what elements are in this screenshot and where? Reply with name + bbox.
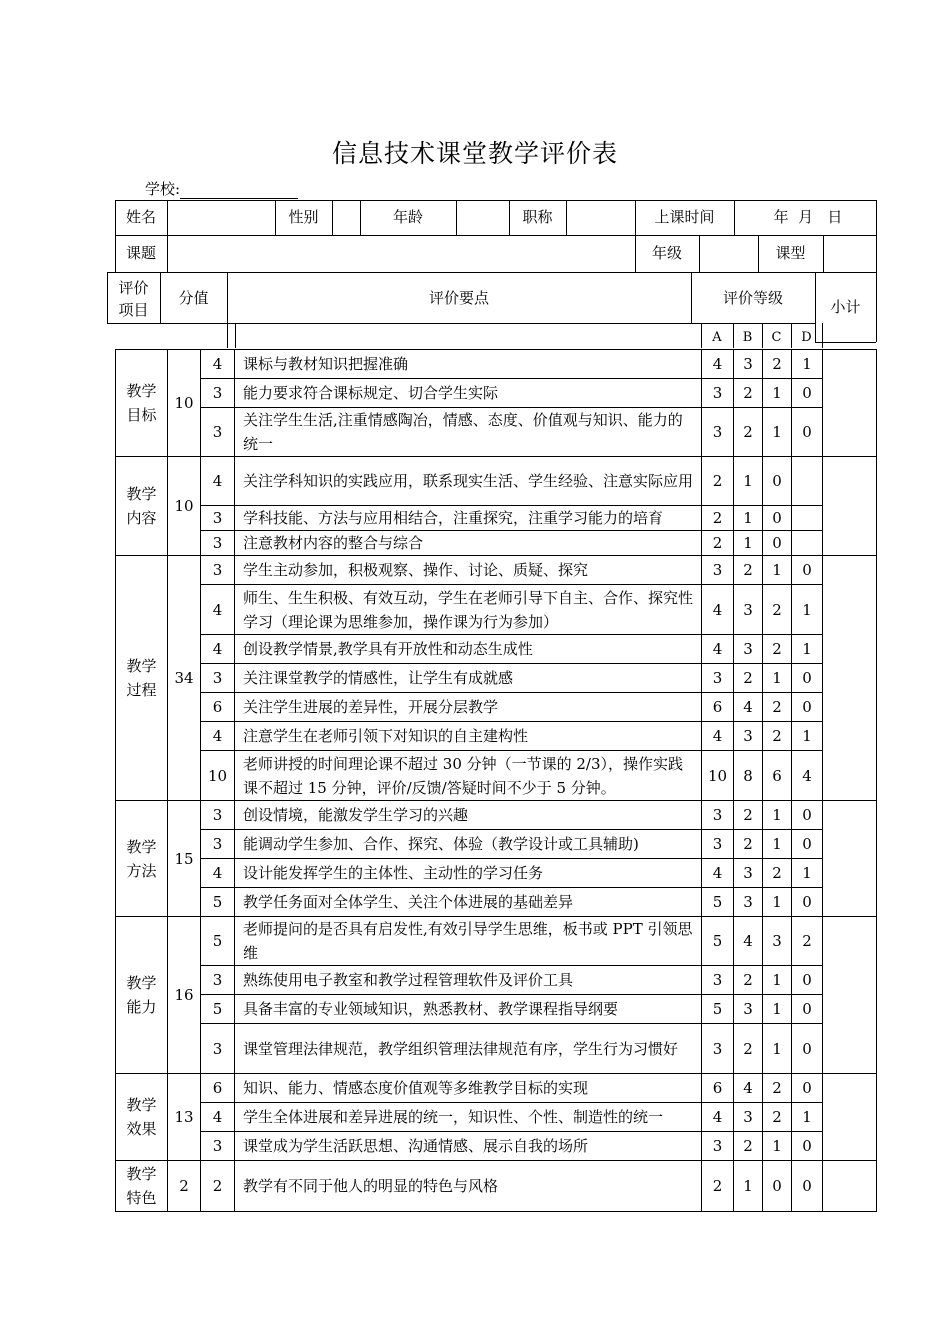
row-criterion: 关注学生生活,注重情感陶冶，情感、态度、价值观与知识、能力的统一 (235, 408, 702, 457)
grade-cell-c[interactable]: 0 (763, 531, 792, 556)
table-row (116, 506, 877, 531)
grade-cell-c[interactable]: 0 (763, 1161, 792, 1212)
grade-cell-a[interactable]: 2 (702, 506, 734, 531)
grade-cell-d[interactable]: 0 (792, 830, 823, 859)
grade-cell-b[interactable]: 3 (734, 859, 763, 888)
grade-cell-d[interactable]: 1 (792, 585, 823, 635)
grade-cell-c[interactable]: 1 (763, 966, 792, 995)
grade-cell-d[interactable]: 0 (792, 379, 823, 408)
row-score: 6 (201, 1074, 235, 1103)
grade-cell-b[interactable]: 3 (734, 585, 763, 635)
grade-cell-c[interactable]: 2 (763, 859, 792, 888)
row-score: 3 (201, 379, 235, 408)
grade-cell-c[interactable]: 2 (763, 1074, 792, 1103)
row-score: 4 (201, 859, 235, 888)
grade-cell-c[interactable]: 1 (763, 379, 792, 408)
table-row (116, 408, 877, 457)
grade-cell-b[interactable]: 2 (734, 801, 763, 830)
grade-cell-d[interactable] (792, 457, 823, 506)
grade-cell-b[interactable]: 3 (734, 722, 763, 751)
level-b: B (742, 330, 753, 345)
grade-cell-a[interactable]: 4 (702, 585, 734, 635)
grade-cell-a[interactable]: 4 (702, 1103, 734, 1132)
grade-cell-a[interactable]: 3 (702, 1024, 734, 1074)
grade-cell-b[interactable]: 2 (734, 830, 763, 859)
row-score: 4 (201, 635, 235, 664)
grade-cell-c[interactable]: 3 (763, 917, 792, 966)
grade-cell-b[interactable]: 2 (734, 966, 763, 995)
grade-cell-c[interactable]: 1 (763, 888, 792, 917)
grade-cell-a[interactable]: 3 (702, 966, 734, 995)
table-row (116, 888, 877, 917)
row-score: 4 (201, 457, 235, 506)
subtotal-cell[interactable] (823, 917, 877, 1074)
section-name: 教学特色 (116, 1161, 168, 1212)
grade-cell-d[interactable]: 1 (792, 722, 823, 751)
grade-cell-b[interactable]: 1 (734, 457, 763, 506)
row-criterion: 学生全体进展和差异进展的统一，知识性、个性、制造性的统一 (235, 1103, 702, 1132)
grade-cell-c[interactable]: 1 (763, 408, 792, 457)
row-score: 3 (201, 1024, 235, 1074)
table-row (116, 801, 877, 830)
table-row (116, 1132, 877, 1161)
class-time-label: 上课时间 (654, 208, 715, 226)
section-total: 16 (168, 917, 201, 1074)
grade-cell-d[interactable]: 0 (792, 1074, 823, 1103)
grade-cell-b[interactable]: 3 (734, 888, 763, 917)
grade-cell-c[interactable]: 2 (763, 1103, 792, 1132)
row-criterion: 课堂管理法律规范，教学组织管理法律规范有序，学生行为习惯好 (235, 1024, 702, 1074)
gender-label: 性别 (288, 208, 319, 226)
subtotal-cell[interactable] (823, 1161, 877, 1212)
row-score: 4 (201, 722, 235, 751)
row-score: 3 (201, 408, 235, 457)
section-total: 34 (168, 556, 201, 801)
table-row (116, 556, 877, 585)
school-blank[interactable] (180, 183, 298, 199)
grade-cell-b[interactable]: 1 (734, 1161, 763, 1212)
table-row (116, 995, 877, 1024)
row-criterion: 能力要求符合课标规定、切合学生实际 (235, 379, 702, 408)
grade-label: 年级 (651, 244, 682, 262)
grade-cell-d[interactable]: 0 (792, 801, 823, 830)
grade-cell-d[interactable]: 0 (792, 556, 823, 585)
grade-cell-c[interactable]: 1 (763, 830, 792, 859)
level-c: C (771, 330, 782, 345)
table-row (116, 379, 877, 408)
grade-cell-c[interactable]: 2 (763, 722, 792, 751)
grade-cell-d[interactable]: 1 (792, 859, 823, 888)
section-total: 13 (168, 1074, 201, 1161)
row-score: 5 (201, 917, 235, 966)
section-total: 10 (168, 350, 201, 457)
grade-cell-c[interactable]: 2 (763, 585, 792, 635)
page-title: 信息技术课堂教学评价表 (331, 139, 618, 168)
table-row (116, 1024, 877, 1074)
grade-cell-b[interactable]: 2 (734, 664, 763, 693)
grade-cell-c[interactable]: 2 (763, 635, 792, 664)
section-name: 教学内容 (116, 457, 168, 556)
score-header: 分值 (178, 289, 209, 307)
grade-cell-b[interactable]: 3 (734, 350, 763, 379)
row-criterion: 课堂成为学生活跃思想、沟通情感、展示自我的场所 (235, 1132, 702, 1161)
lesson-type-label: 课型 (775, 244, 806, 262)
item-header: 评价项目 (118, 279, 149, 319)
grade-cell-d[interactable]: 0 (792, 1024, 823, 1074)
grade-cell-c[interactable]: 1 (763, 1132, 792, 1161)
grade-cell-b[interactable]: 2 (734, 379, 763, 408)
grade-cell-b[interactable]: 8 (734, 751, 763, 801)
subtotal-cell[interactable] (823, 801, 877, 917)
section-total: 10 (168, 457, 201, 556)
table-row (116, 1161, 877, 1212)
name-label: 姓名 (125, 208, 156, 226)
grade-cell-b[interactable]: 2 (734, 1132, 763, 1161)
row-criterion: 学科技能、方法与应用相结合，注重探究，注重学习能力的培育 (235, 506, 702, 531)
row-criterion: 设计能发挥学生的主体性、主动性的学习任务 (235, 859, 702, 888)
grade-cell-a[interactable]: 3 (702, 408, 734, 457)
school-label: 学校: (145, 180, 181, 198)
grade-cell-a[interactable]: 4 (702, 722, 734, 751)
grade-cell-d[interactable]: 1 (792, 635, 823, 664)
row-criterion: 师生、生生积极、有效互动，学生在老师引导下自主、合作、探究性学习（理论课为思维参加，操作课为行为参加） (235, 585, 702, 635)
table-row (116, 751, 877, 801)
grade-cell-c[interactable]: 1 (763, 1024, 792, 1074)
row-criterion: 知识、能力、情感态度价值观等多维教学目标的实现 (235, 1074, 702, 1103)
table-row (116, 635, 877, 664)
row-score: 3 (201, 506, 235, 531)
row-score: 3 (201, 966, 235, 995)
grade-cell-d[interactable]: 0 (792, 693, 823, 722)
grade-cell-a[interactable]: 6 (702, 1074, 734, 1103)
grade-cell-d[interactable]: 1 (792, 1103, 823, 1132)
section-name: 教学方法 (116, 801, 168, 917)
age-label: 年龄 (392, 208, 423, 226)
row-score: 4 (201, 350, 235, 379)
grade-cell-a[interactable]: 3 (702, 1132, 734, 1161)
level-a: A (712, 330, 722, 345)
level-header: 评价等级 (722, 289, 783, 307)
grade-cell-d[interactable]: 0 (792, 664, 823, 693)
grade-cell-a[interactable]: 2 (702, 1161, 734, 1212)
section-name: 教学过程 (116, 556, 168, 801)
grade-cell-c[interactable]: 0 (763, 457, 792, 506)
evaluation-table (115, 349, 877, 1212)
row-criterion: 具备丰富的专业领域知识，熟悉教材、教学课程指导纲要 (235, 995, 702, 1024)
grade-cell-c[interactable]: 1 (763, 995, 792, 1024)
subtotal-cell[interactable] (823, 556, 877, 801)
grade-cell-b[interactable]: 2 (734, 408, 763, 457)
row-score: 4 (201, 585, 235, 635)
section-total: 15 (168, 801, 201, 917)
row-score: 5 (201, 995, 235, 1024)
grade-cell-a[interactable]: 6 (702, 693, 734, 722)
grade-cell-b[interactable]: 3 (734, 1103, 763, 1132)
subtotal-cell[interactable] (823, 457, 877, 556)
row-criterion: 关注学科知识的实践应用，联系现实生活、学生经验、注意实际应用 (235, 457, 702, 506)
grade-cell-b[interactable]: 1 (734, 531, 763, 556)
grade-cell-b[interactable]: 4 (734, 693, 763, 722)
row-score: 3 (201, 664, 235, 693)
grade-cell-a[interactable]: 5 (702, 917, 734, 966)
grade-cell-a[interactable]: 3 (702, 830, 734, 859)
row-criterion: 注意教材内容的整合与综合 (235, 531, 702, 556)
row-criterion: 教学有不同于他人的明显的特色与风格 (235, 1161, 702, 1212)
table-row (116, 457, 877, 506)
row-criterion: 教学任务面对全体学生、关注个体进展的基础差异 (235, 888, 702, 917)
table-row (116, 722, 877, 751)
subtotal-cell[interactable] (823, 350, 877, 457)
section-name: 教学效果 (116, 1074, 168, 1161)
grade-cell-b[interactable]: 4 (734, 917, 763, 966)
grade-cell-d[interactable]: 0 (792, 408, 823, 457)
row-criterion: 老师提问的是否具有启发性,有效引导学生思维，板书或 PPT 引领思维 (235, 917, 702, 966)
row-score: 3 (201, 830, 235, 859)
row-score: 3 (201, 1132, 235, 1161)
subtotal-header: 小计 (830, 298, 861, 316)
grade-cell-b[interactable]: 3 (734, 995, 763, 1024)
grade-cell-a[interactable]: 5 (702, 995, 734, 1024)
grade-cell-b[interactable]: 3 (734, 635, 763, 664)
school-field (145, 178, 298, 199)
row-criterion: 能调动学生参加、合作、探究、体验（教学设计或工具辅助) (235, 830, 702, 859)
grade-cell-c[interactable]: 6 (763, 751, 792, 801)
points-header: 评价要点 (428, 289, 489, 307)
grade-cell-a[interactable]: 3 (702, 664, 734, 693)
grade-cell-a[interactable]: 2 (702, 531, 734, 556)
grade-cell-d[interactable]: 0 (792, 1161, 823, 1212)
table-row (116, 859, 877, 888)
grade-cell-c[interactable]: 2 (763, 693, 792, 722)
table-row (116, 917, 877, 966)
section-name: 教学能力 (116, 917, 168, 1074)
row-score: 10 (201, 751, 235, 801)
table-row (116, 531, 877, 556)
grade-cell-c[interactable]: 1 (763, 801, 792, 830)
grade-cell-a[interactable]: 4 (702, 859, 734, 888)
grade-cell-a[interactable]: 10 (702, 751, 734, 801)
grade-cell-d[interactable] (792, 531, 823, 556)
grade-cell-b[interactable]: 1 (734, 506, 763, 531)
grade-cell-a[interactable]: 4 (702, 635, 734, 664)
table-row (116, 585, 877, 635)
row-score: 4 (201, 1103, 235, 1132)
section-total: 2 (168, 1161, 201, 1212)
row-criterion: 关注课堂教学的情感性，让学生有成就感 (235, 664, 702, 693)
grade-cell-c[interactable]: 0 (763, 506, 792, 531)
date-label: 年 月 日 (773, 208, 843, 226)
row-criterion: 课标与教材知识把握准确 (235, 350, 702, 379)
table-row (116, 966, 877, 995)
table-row (116, 664, 877, 693)
row-score: 6 (201, 693, 235, 722)
table-row (116, 1103, 877, 1132)
subtotal-cell[interactable] (823, 1074, 877, 1161)
grade-cell-d[interactable]: 2 (792, 917, 823, 966)
row-criterion: 注意学生在老师引领下对知识的自主建构性 (235, 722, 702, 751)
title-rank-label: 职称 (522, 208, 553, 226)
grade-cell-a[interactable]: 3 (702, 556, 734, 585)
row-score: 2 (201, 1161, 235, 1212)
row-criterion: 关注学生进展的差异性，开展分层教学 (235, 693, 702, 722)
grade-cell-d[interactable]: 0 (792, 888, 823, 917)
grade-cell-d[interactable]: 0 (792, 1132, 823, 1161)
grade-cell-a[interactable]: 3 (702, 801, 734, 830)
row-score: 3 (201, 531, 235, 556)
grade-cell-b[interactable]: 4 (734, 1074, 763, 1103)
row-criterion: 创设教学情景,教学具有开放性和动态生成性 (235, 635, 702, 664)
row-score: 3 (201, 556, 235, 585)
row-criterion: 创设情境，能激发学生学习的兴趣 (235, 801, 702, 830)
table-row (116, 693, 877, 722)
topic-label: 课题 (125, 244, 156, 262)
grade-cell-a[interactable]: 2 (702, 457, 734, 506)
grade-cell-b[interactable]: 2 (734, 556, 763, 585)
table-row (116, 830, 877, 859)
grade-cell-c[interactable]: 1 (763, 556, 792, 585)
section-name: 教学目标 (116, 350, 168, 457)
grade-cell-b[interactable]: 2 (734, 1024, 763, 1074)
grade-cell-d[interactable]: 0 (792, 966, 823, 995)
row-score: 5 (201, 888, 235, 917)
grade-cell-d[interactable]: 0 (792, 995, 823, 1024)
grade-cell-d[interactable]: 1 (792, 350, 823, 379)
table-row (116, 350, 877, 379)
grade-cell-d[interactable] (792, 506, 823, 531)
grade-cell-c[interactable]: 1 (763, 664, 792, 693)
row-criterion: 老师讲授的时间理论课不超过 30 分钟（一节课的 2/3），操作实践课不超过 15 分钟，评价/反馈/答疑时间不少于 5 分钟。 (235, 751, 702, 801)
row-criterion: 熟练使用电子教室和教学过程管理软件及评价工具 (235, 966, 702, 995)
grade-cell-d[interactable]: 4 (792, 751, 823, 801)
table-row (116, 1074, 877, 1103)
row-score: 3 (201, 801, 235, 830)
grade-cell-a[interactable]: 5 (702, 888, 734, 917)
grade-cell-c[interactable]: 2 (763, 350, 792, 379)
grade-cell-a[interactable]: 3 (702, 379, 734, 408)
grade-cell-a[interactable]: 4 (702, 350, 734, 379)
level-d: D (801, 330, 812, 345)
row-criterion: 学生主动参加，积极观察、操作、讨论、质疑、探究 (235, 556, 702, 585)
